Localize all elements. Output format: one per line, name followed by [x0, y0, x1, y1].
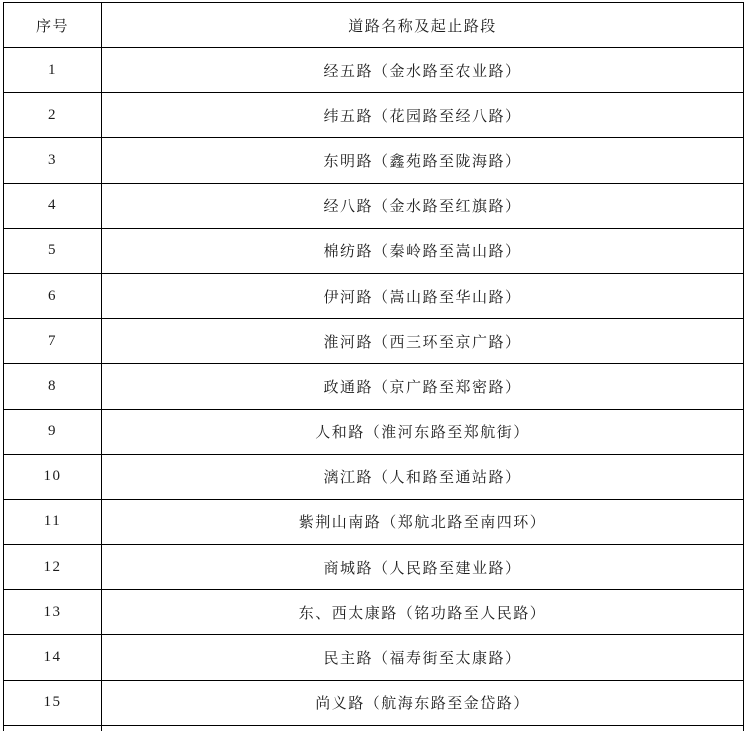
road-name-cell: 淮河路（西三环至京广路） — [102, 319, 744, 364]
table-row — [4, 590, 744, 635]
table-row — [4, 454, 744, 499]
table-row — [4, 48, 744, 93]
row-number-cell: 10 — [4, 454, 102, 499]
row-number-cell: 6 — [4, 273, 102, 318]
table-row — [4, 409, 744, 454]
row-number-cell: 7 — [4, 319, 102, 364]
row-number-cell — [4, 725, 102, 731]
table-row-partial — [4, 725, 744, 731]
table-row — [4, 680, 744, 725]
road-name-cell: 经五路（金水路至农业路） — [102, 48, 744, 93]
table-row — [4, 545, 744, 590]
row-number-cell: 1 — [4, 48, 102, 93]
row-number-cell: 14 — [4, 635, 102, 680]
row-number-cell: 13 — [4, 590, 102, 635]
road-name-cell: 东、西太康路（铭功路至人民路） — [102, 590, 744, 635]
table-row — [4, 273, 744, 318]
road-name-cell: 纬五路（花园路至经八路） — [102, 93, 744, 138]
table-row — [4, 635, 744, 680]
road-list-table — [3, 2, 744, 731]
table-row — [4, 228, 744, 273]
row-number-cell: 3 — [4, 138, 102, 183]
table-row — [4, 138, 744, 183]
header-cell-road-name: 道路名称及起止路段 — [102, 3, 744, 48]
header-cell-serial-number: 序号 — [4, 3, 102, 48]
row-number-cell: 11 — [4, 499, 102, 544]
row-number-cell: 8 — [4, 364, 102, 409]
road-name-cell: 伊河路（嵩山路至华山路） — [102, 273, 744, 318]
row-number-cell: 9 — [4, 409, 102, 454]
table-row — [4, 93, 744, 138]
road-name-cell: 东明路（鑫苑路至陇海路） — [102, 138, 744, 183]
road-name-cell: 尚义路（航海东路至金岱路） — [102, 680, 744, 725]
road-name-cell: 民主路（福寿街至太康路） — [102, 635, 744, 680]
row-number-cell: 5 — [4, 228, 102, 273]
row-number-cell: 15 — [4, 680, 102, 725]
road-name-cell: 经八路（金水路至红旗路） — [102, 183, 744, 228]
road-name-cell: 棉纺路（秦岭路至嵩山路） — [102, 228, 744, 273]
road-name-cell: 紫荆山南路（郑航北路至南四环） — [102, 499, 744, 544]
road-name-cell: 漓江路（人和路至通站路） — [102, 454, 744, 499]
row-number-cell: 12 — [4, 545, 102, 590]
road-name-cell: 商城路（人民路至建业路） — [102, 545, 744, 590]
table-row — [4, 183, 744, 228]
road-name-cell — [102, 725, 744, 731]
table-row — [4, 319, 744, 364]
road-name-cell: 人和路（淮河东路至郑航街） — [102, 409, 744, 454]
table-row — [4, 499, 744, 544]
row-number-cell: 4 — [4, 183, 102, 228]
table-header-row — [4, 3, 744, 48]
row-number-cell: 2 — [4, 93, 102, 138]
table-row — [4, 364, 744, 409]
road-name-cell: 政通路（京广路至郑密路） — [102, 364, 744, 409]
